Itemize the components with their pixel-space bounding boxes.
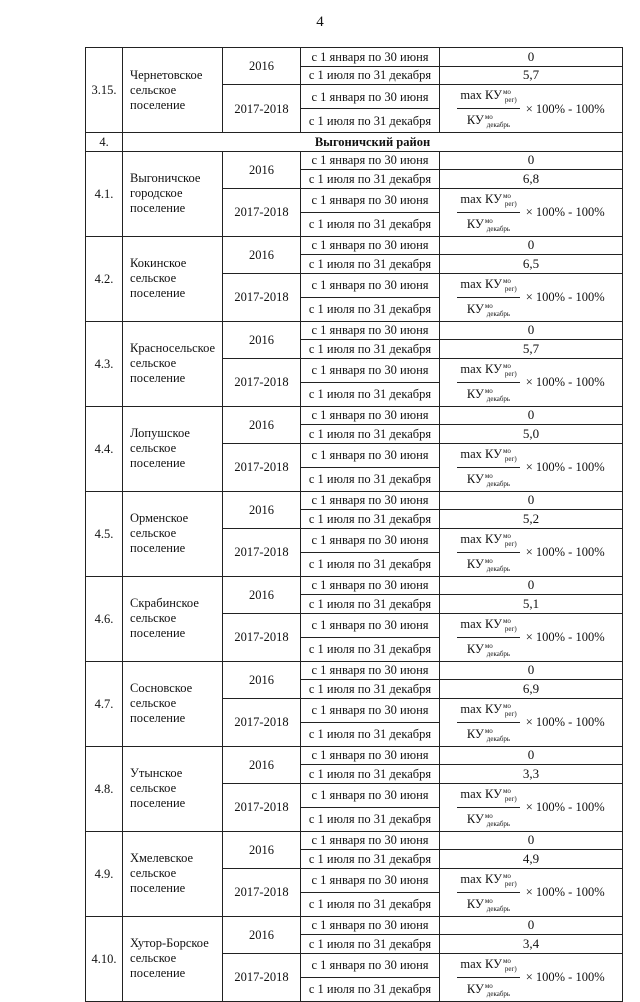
numerator-text: max КУ [460, 871, 502, 886]
numerator-subscript: рег) [504, 624, 517, 633]
period-cell: с 1 июля по 31 декабря [301, 467, 440, 491]
denominator-superscript: мо [484, 113, 493, 121]
denominator-subscript: декабрь [486, 309, 511, 318]
period-cell: с 1 января по 30 июня [301, 916, 440, 935]
year-cell: 2016 [223, 406, 301, 443]
formula-fraction [457, 274, 519, 321]
formula-numerator [457, 954, 519, 978]
year-cell: 2016 [223, 151, 301, 188]
period-cell: с 1 июля по 31 декабря [301, 66, 440, 85]
settlement-name: Чернетовское сельское поселение [123, 48, 223, 133]
year-cell: 2017-2018 [223, 868, 301, 916]
numerator-subscript: рег) [504, 879, 517, 888]
formula-fraction [457, 954, 519, 1001]
denominator-superscript: мо [484, 896, 493, 905]
denominator-subscript: декабрь [486, 121, 511, 129]
formula-tail: × 100% - 100% [525, 715, 605, 729]
row-number: 4.1. [86, 151, 123, 236]
growth-formula [457, 359, 604, 406]
year-cell: 2016 [223, 661, 301, 698]
page-number: 4 [316, 14, 324, 30]
denominator-subscript: декабрь [486, 649, 511, 658]
year-cell: 2017-2018 [223, 528, 301, 576]
tariff-table [85, 47, 623, 1002]
table-row [86, 661, 623, 680]
table-row [86, 151, 623, 170]
denominator-text: КУ [466, 981, 484, 996]
year-cell: 2016 [223, 746, 301, 783]
formula-denominator [467, 723, 510, 746]
year-cell: 2016 [223, 576, 301, 613]
formula-fraction [457, 529, 519, 576]
value-cell: 5,7 [440, 66, 623, 85]
numerator-subscript: рег) [504, 709, 517, 718]
table-row [86, 491, 623, 510]
formula-tail: × 100% - 100% [525, 545, 605, 559]
table-row [86, 321, 623, 340]
formula-numerator [457, 189, 519, 213]
settlement-name: Хмелевское сельское поселение [123, 831, 223, 916]
growth-formula [457, 444, 604, 491]
value-cell: 0 [440, 151, 623, 170]
formula-numerator [457, 614, 519, 638]
value-cell: 0 [440, 321, 623, 340]
formula-tail: × 100% - 100% [525, 630, 605, 644]
formula-denominator [467, 213, 510, 236]
value-cell: 0 [440, 236, 623, 255]
period-cell: с 1 января по 30 июня [301, 151, 440, 170]
period-cell: с 1 июля по 31 декабря [301, 977, 440, 1001]
formula-cell [440, 698, 623, 746]
formula-fraction [457, 699, 519, 746]
value-cell: 4,9 [440, 850, 623, 869]
period-cell: с 1 января по 30 июня [301, 613, 440, 637]
period-cell: с 1 июля по 31 декабря [301, 552, 440, 576]
formula-denominator [467, 638, 510, 661]
row-number: 4.9. [86, 831, 123, 916]
year-cell: 2017-2018 [223, 358, 301, 406]
formula-tail: × 100% - 100% [525, 101, 605, 116]
denominator-text: КУ [466, 641, 484, 656]
table-row [86, 48, 623, 67]
year-cell: 2017-2018 [223, 443, 301, 491]
denominator-superscript: мо [484, 301, 493, 310]
period-cell: с 1 июля по 31 декабря [301, 892, 440, 916]
period-cell: с 1 января по 30 июня [301, 746, 440, 765]
value-cell: 6,5 [440, 255, 623, 274]
numerator-subscript: рег) [504, 199, 517, 208]
denominator-superscript: мо [484, 471, 493, 480]
period-cell: с 1 июля по 31 декабря [301, 170, 440, 189]
formula-tail: × 100% - 100% [525, 205, 605, 219]
formula-cell [440, 358, 623, 406]
numerator-subscript: рег) [504, 369, 517, 378]
numerator-text: max КУ [460, 361, 502, 376]
year-cell: 2016 [223, 48, 301, 85]
period-cell: с 1 января по 30 июня [301, 443, 440, 467]
formula-tail: × 100% - 100% [525, 375, 605, 389]
year-cell: 2016 [223, 321, 301, 358]
denominator-subscript: декабрь [486, 989, 511, 998]
denominator-superscript: мо [484, 811, 493, 820]
period-cell: с 1 июля по 31 декабря [301, 297, 440, 321]
value-cell: 3,4 [440, 935, 623, 954]
numerator-text: max КУ [460, 446, 502, 461]
formula-numerator [457, 699, 519, 723]
growth-formula [457, 189, 604, 236]
numerator-superscript: мо [502, 701, 511, 710]
period-cell: с 1 января по 30 июня [301, 783, 440, 807]
district-row [86, 133, 623, 152]
denominator-subscript: декабрь [486, 479, 511, 488]
formula-fraction [457, 784, 519, 831]
numerator-text: max КУ [460, 276, 502, 291]
formula-fraction [457, 614, 519, 661]
period-cell: с 1 июля по 31 декабря [301, 425, 440, 444]
formula-fraction [457, 359, 519, 406]
year-cell: 2017-2018 [223, 85, 301, 133]
period-cell: с 1 июля по 31 декабря [301, 595, 440, 614]
period-cell: с 1 июля по 31 декабря [301, 765, 440, 784]
settlement-name: Красносельское сельское поселение [123, 321, 223, 406]
growth-formula [457, 699, 604, 746]
period-cell: с 1 июля по 31 декабря [301, 109, 440, 133]
growth-formula [457, 954, 604, 1001]
formula-denominator [467, 978, 510, 1001]
numerator-text: max КУ [460, 88, 502, 102]
numerator-superscript: мо [502, 361, 511, 370]
year-cell: 2017-2018 [223, 613, 301, 661]
period-cell: с 1 января по 30 июня [301, 868, 440, 892]
denominator-superscript: мо [484, 641, 493, 650]
formula-cell [440, 868, 623, 916]
formula-cell [440, 273, 623, 321]
year-cell: 2017-2018 [223, 188, 301, 236]
period-cell: с 1 июля по 31 декабря [301, 807, 440, 831]
value-cell: 5,0 [440, 425, 623, 444]
table-row [86, 831, 623, 850]
formula-tail: × 100% - 100% [525, 970, 605, 984]
period-cell: с 1 января по 30 июня [301, 321, 440, 340]
denominator-superscript: мо [484, 386, 493, 395]
numerator-superscript: мо [502, 276, 511, 285]
year-cell: 2016 [223, 236, 301, 273]
denominator-superscript: мо [484, 556, 493, 565]
numerator-text: max КУ [460, 191, 502, 206]
year-cell: 2016 [223, 916, 301, 953]
numerator-subscript: рег) [504, 96, 517, 104]
year-cell: 2016 [223, 491, 301, 528]
row-number: 4.10. [86, 916, 123, 1001]
numerator-text: max КУ [460, 786, 502, 801]
denominator-subscript: декабрь [486, 819, 511, 828]
denominator-superscript: мо [484, 216, 493, 225]
denominator-text: КУ [466, 216, 484, 231]
formula-tail: × 100% - 100% [525, 885, 605, 899]
year-cell: 2017-2018 [223, 273, 301, 321]
table-row [86, 916, 623, 935]
value-cell: 5,7 [440, 340, 623, 359]
numerator-subscript: рег) [504, 284, 517, 293]
formula-fraction [457, 85, 519, 132]
growth-formula [457, 85, 604, 132]
formula-denominator [467, 383, 510, 406]
denominator-text: КУ [466, 301, 484, 316]
period-cell: с 1 января по 30 июня [301, 48, 440, 67]
settlement-name: Лопушское сельское поселение [123, 406, 223, 491]
value-cell: 3,3 [440, 765, 623, 784]
value-cell: 5,1 [440, 595, 623, 614]
denominator-subscript: декабрь [486, 564, 511, 573]
denominator-subscript: декабрь [486, 734, 511, 743]
period-cell: с 1 января по 30 июня [301, 491, 440, 510]
numerator-subscript: рег) [504, 539, 517, 548]
settlement-name: Скрабинское сельское поселение [123, 576, 223, 661]
row-number: 4.3. [86, 321, 123, 406]
formula-denominator [467, 893, 510, 916]
formula-denominator [467, 808, 510, 831]
growth-formula [457, 529, 604, 576]
numerator-superscript: мо [502, 616, 511, 625]
denominator-subscript: декабрь [486, 394, 511, 403]
denominator-text: КУ [466, 811, 484, 826]
value-cell: 0 [440, 491, 623, 510]
settlement-name: Орменское сельское поселение [123, 491, 223, 576]
year-cell: 2017-2018 [223, 953, 301, 1001]
numerator-subscript: рег) [504, 454, 517, 463]
denominator-text: КУ [466, 386, 484, 401]
formula-denominator [467, 109, 510, 132]
period-cell: с 1 января по 30 июня [301, 273, 440, 297]
period-cell: с 1 января по 30 июня [301, 85, 440, 109]
numerator-text: max КУ [460, 531, 502, 546]
period-cell: с 1 января по 30 июня [301, 358, 440, 382]
table-row [86, 746, 623, 765]
formula-cell [440, 953, 623, 1001]
formula-numerator [457, 85, 519, 109]
denominator-text: КУ [466, 556, 484, 571]
period-cell: с 1 января по 30 июня [301, 236, 440, 255]
formula-fraction [457, 869, 519, 916]
period-cell: с 1 июля по 31 декабря [301, 382, 440, 406]
settlement-name: Хутор-Борское сельское поселение [123, 916, 223, 1001]
row-number: 4.8. [86, 746, 123, 831]
denominator-superscript: мо [484, 726, 493, 735]
period-cell: с 1 июля по 31 декабря [301, 212, 440, 236]
period-cell: с 1 января по 30 июня [301, 576, 440, 595]
formula-numerator [457, 529, 519, 553]
period-cell: с 1 января по 30 июня [301, 698, 440, 722]
numerator-text: max КУ [460, 956, 502, 971]
period-cell: с 1 июля по 31 декабря [301, 680, 440, 699]
period-cell: с 1 июля по 31 декабря [301, 722, 440, 746]
numerator-superscript: мо [502, 191, 511, 200]
numerator-text: max КУ [460, 701, 502, 716]
formula-tail: × 100% - 100% [525, 290, 605, 304]
period-cell: с 1 января по 30 июня [301, 528, 440, 552]
growth-formula [457, 784, 604, 831]
value-cell: 0 [440, 746, 623, 765]
formula-denominator [467, 468, 510, 491]
row-number: 4.5. [86, 491, 123, 576]
numerator-text: max КУ [460, 616, 502, 631]
year-cell: 2016 [223, 831, 301, 868]
denominator-text: КУ [466, 896, 484, 911]
formula-denominator [467, 553, 510, 576]
numerator-superscript: мо [502, 956, 511, 965]
formula-numerator [457, 359, 519, 383]
numerator-subscript: рег) [504, 794, 517, 803]
denominator-subscript: декабрь [486, 224, 511, 233]
formula-cell [440, 613, 623, 661]
district-title: Выгоничский район [123, 133, 623, 152]
formula-tail: × 100% - 100% [525, 460, 605, 474]
formula-numerator [457, 444, 519, 468]
value-cell: 0 [440, 916, 623, 935]
formula-tail: × 100% - 100% [525, 800, 605, 814]
row-number: 4. [86, 133, 123, 152]
settlement-name: Кокинское сельское поселение [123, 236, 223, 321]
value-cell: 0 [440, 576, 623, 595]
numerator-subscript: рег) [504, 964, 517, 973]
period-cell: с 1 июля по 31 декабря [301, 637, 440, 661]
settlement-name: Выгоничское городское поселение [123, 151, 223, 236]
denominator-text: КУ [466, 113, 484, 127]
formula-numerator [457, 869, 519, 893]
period-cell: с 1 июля по 31 декабря [301, 255, 440, 274]
denominator-text: КУ [466, 471, 484, 486]
year-cell: 2017-2018 [223, 783, 301, 831]
value-cell: 0 [440, 48, 623, 67]
row-number: 3.15. [86, 48, 123, 133]
period-cell: с 1 июля по 31 декабря [301, 340, 440, 359]
denominator-superscript: мо [484, 981, 493, 990]
period-cell: с 1 января по 30 июня [301, 953, 440, 977]
value-cell: 5,2 [440, 510, 623, 529]
value-cell: 6,9 [440, 680, 623, 699]
denominator-subscript: декабрь [486, 904, 511, 913]
formula-cell [440, 188, 623, 236]
table-row [86, 236, 623, 255]
formula-cell [440, 85, 623, 133]
table-row [86, 406, 623, 425]
row-number: 4.2. [86, 236, 123, 321]
formula-cell [440, 528, 623, 576]
value-cell: 0 [440, 831, 623, 850]
denominator-text: КУ [466, 726, 484, 741]
numerator-superscript: мо [502, 786, 511, 795]
numerator-superscript: мо [502, 88, 511, 96]
year-cell: 2017-2018 [223, 698, 301, 746]
period-cell: с 1 января по 30 июня [301, 188, 440, 212]
period-cell: с 1 января по 30 июня [301, 831, 440, 850]
formula-numerator [457, 274, 519, 298]
table-row [86, 576, 623, 595]
period-cell: с 1 января по 30 июня [301, 661, 440, 680]
value-cell: 6,8 [440, 170, 623, 189]
formula-cell [440, 443, 623, 491]
numerator-superscript: мо [502, 871, 511, 880]
formula-fraction [457, 189, 519, 236]
settlement-name: Утынское сельское поселение [123, 746, 223, 831]
value-cell: 0 [440, 661, 623, 680]
period-cell: с 1 июля по 31 декабря [301, 510, 440, 529]
row-number: 4.4. [86, 406, 123, 491]
formula-numerator [457, 784, 519, 808]
formula-cell [440, 783, 623, 831]
settlement-name: Сосновское сельское поселение [123, 661, 223, 746]
formula-fraction [457, 444, 519, 491]
formula-denominator [467, 298, 510, 321]
row-number: 4.6. [86, 576, 123, 661]
period-cell: с 1 июля по 31 декабря [301, 850, 440, 869]
growth-formula [457, 614, 604, 661]
numerator-superscript: мо [502, 446, 511, 455]
value-cell: 0 [440, 406, 623, 425]
numerator-superscript: мо [502, 531, 511, 540]
row-number: 4.7. [86, 661, 123, 746]
period-cell: с 1 января по 30 июня [301, 406, 440, 425]
period-cell: с 1 июля по 31 декабря [301, 935, 440, 954]
growth-formula [457, 869, 604, 916]
growth-formula [457, 274, 604, 321]
